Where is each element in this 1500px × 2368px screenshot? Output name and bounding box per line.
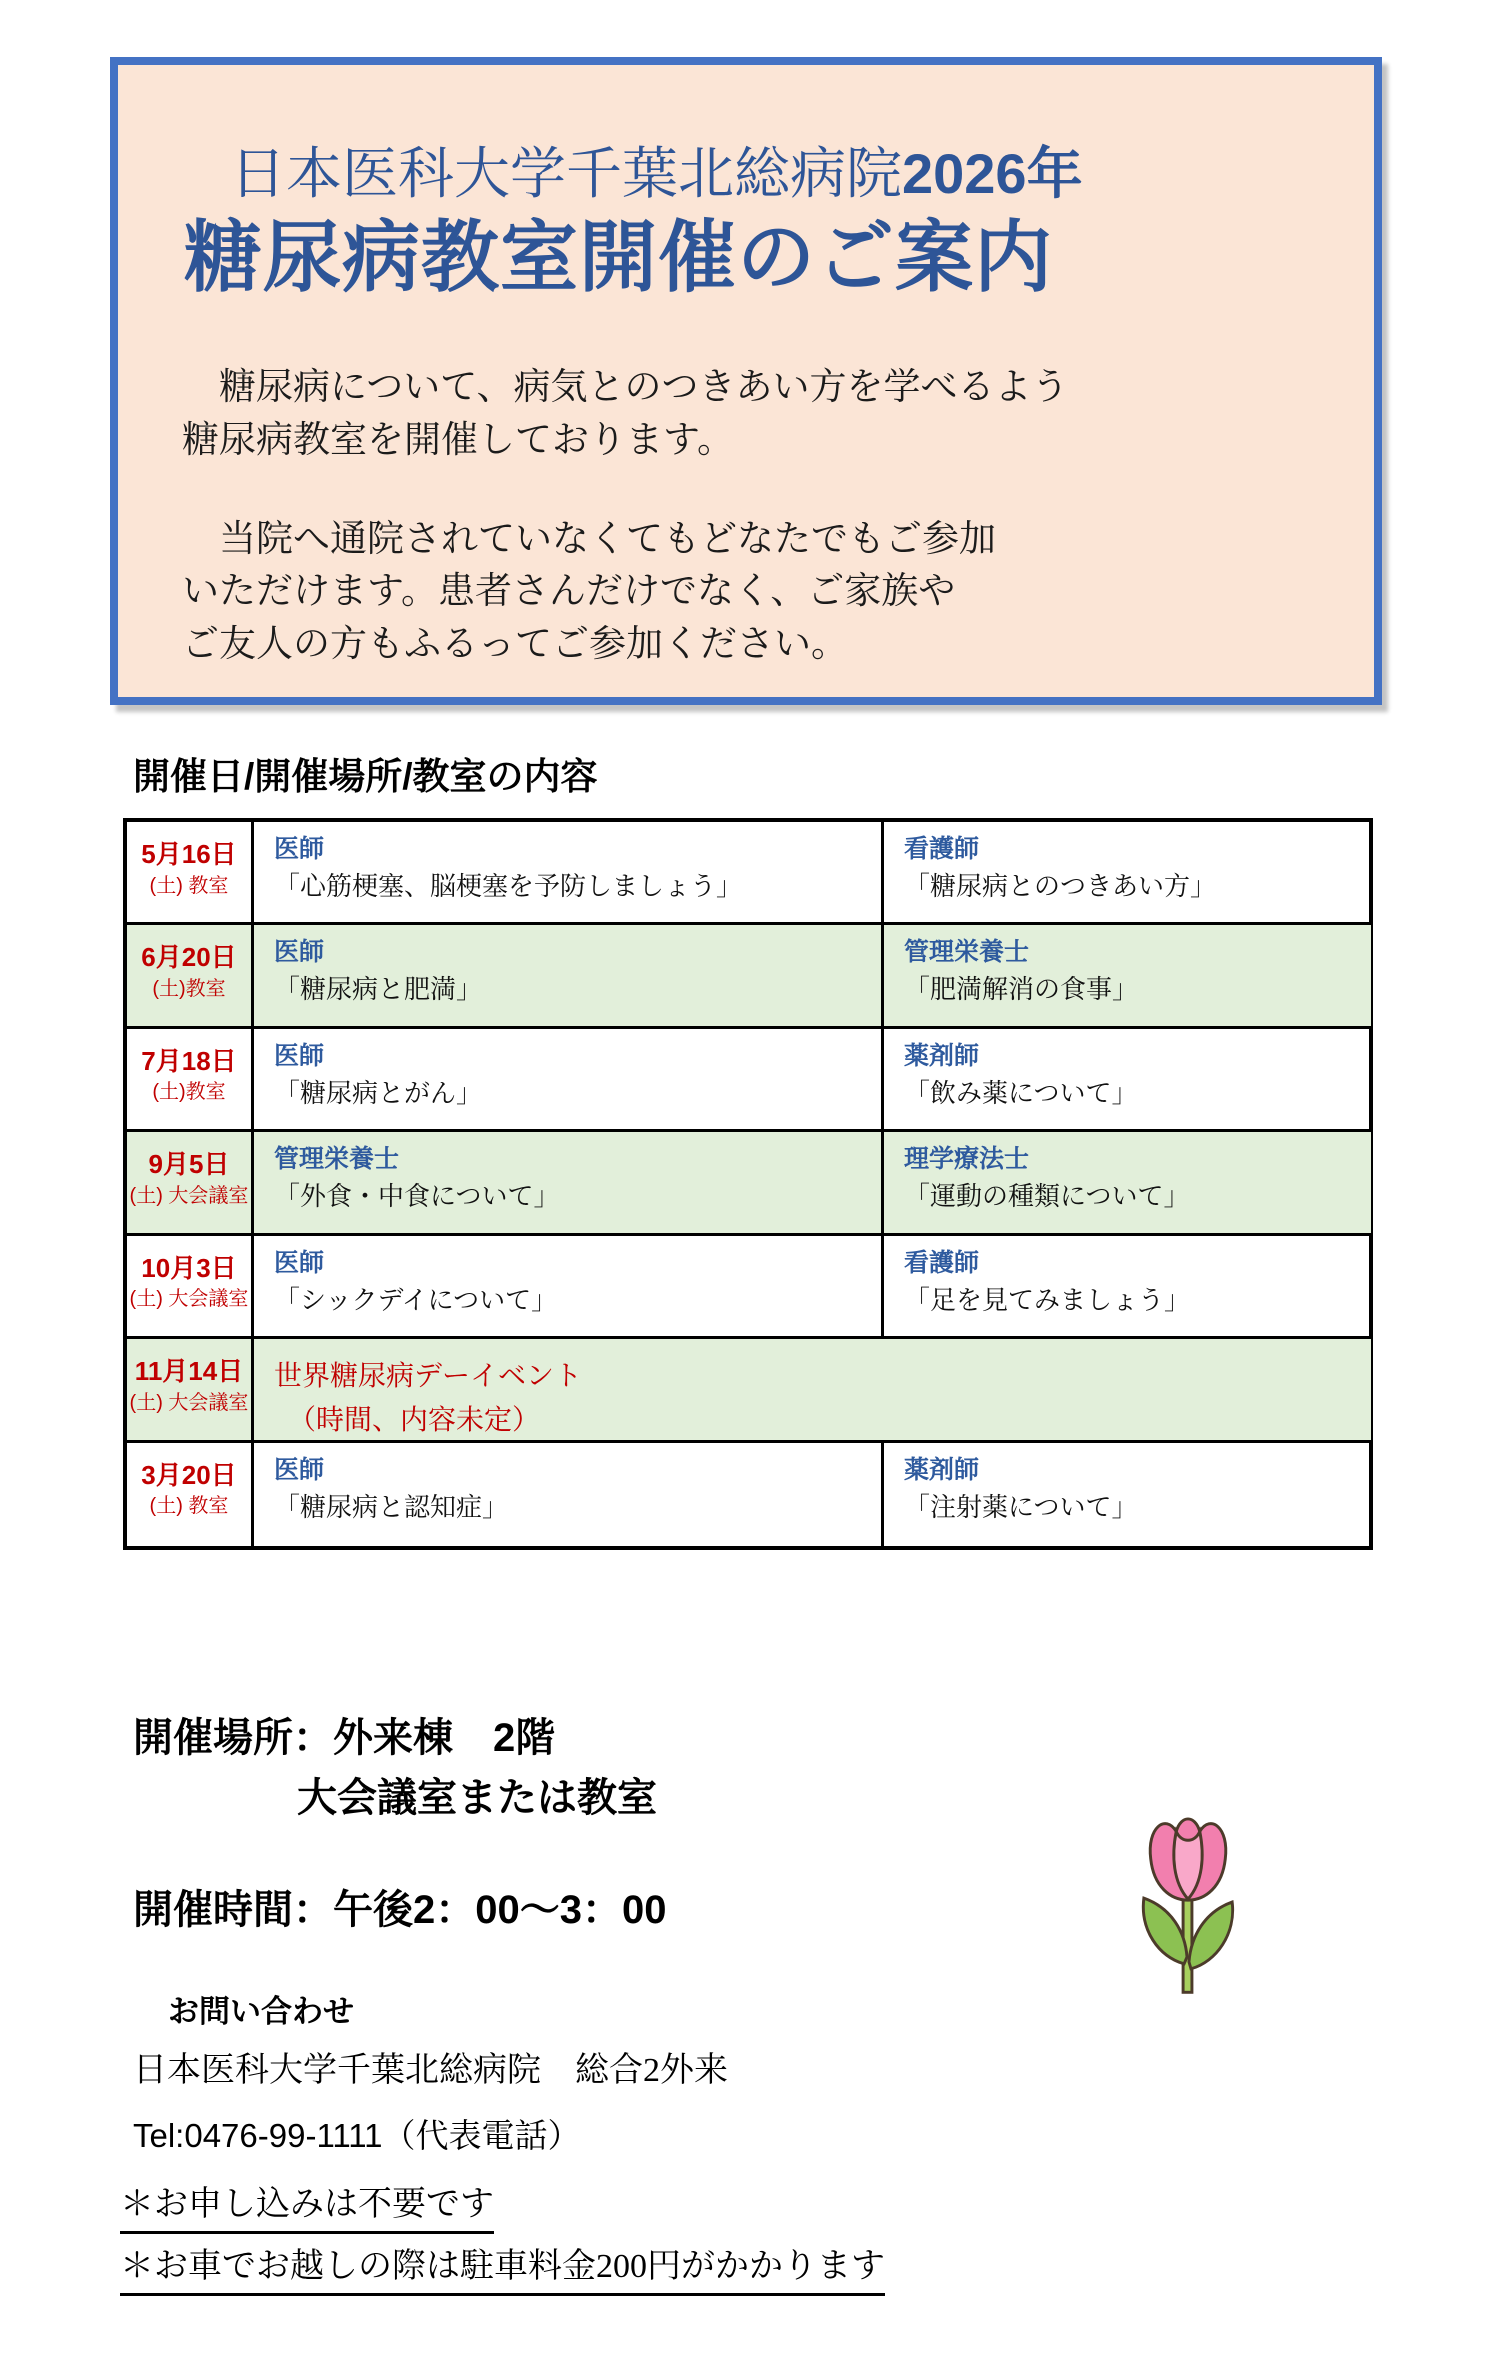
schedule-date-cell [127,925,254,1028]
lecture-title: 「シックデイについて」 [274,1285,558,1315]
presenter-role: 管理栄養士 [274,1145,400,1174]
presenter-role: 看護師 [904,835,980,863]
schedule-topic-cell [884,925,1371,1028]
place-text: (土) 大会議室 [129,1288,249,1311]
presenter-role: 薬剤師 [904,1455,980,1484]
presenter-role: 管理栄養士 [904,938,1030,967]
presenter-role: 医師 [274,1041,325,1070]
page-title-main: 糖尿病教室開催のご案内 [184,212,1054,301]
place-text: (土)教室 [152,1081,226,1104]
time-info: 開催時間：午後2：00～3：00 [133,1888,667,1932]
schedule-date-cell [127,1443,254,1546]
schedule-topic-cell [884,1443,1371,1546]
date-text: 7月18日 [141,1045,237,1076]
page-title-line1 [230,143,1374,207]
lecture-title: 「糖尿病と肥満」 [274,975,483,1005]
date-text: 6月20日 [141,942,237,973]
presenter-role: 薬剤師 [904,1041,980,1070]
date-text: 9月5日 [148,1149,230,1180]
presenter-role: 看護師 [904,1248,980,1277]
schedule-topic-cell [254,1236,884,1339]
date-text: 3月20日 [141,1459,237,1490]
announcement-box [110,57,1382,705]
presenter-role: 医師 [274,1248,325,1277]
venue-info [133,1708,657,1828]
date-text: 10月3日 [141,1252,237,1283]
schedule-topic-cell [884,1132,1371,1235]
schedule-date-cell [127,1029,254,1132]
presenter-role: 医師 [274,938,325,967]
lecture-title: 「心筋梗塞、脳梗塞を予防しましょう」 [274,872,743,901]
presenter-role: 医師 [274,1455,325,1484]
schedule-topic-cell [884,1029,1371,1132]
lecture-title: 「注射薬について」 [904,1492,1138,1522]
schedule-topic-cell [884,822,1371,925]
place-text: (土)教室 [152,977,226,1000]
contact-heading: お問い合わせ [168,1994,354,2029]
lecture-title: 「運動の種類について」 [904,1182,1190,1212]
schedule-date-cell [127,1132,254,1235]
schedule-topic-cell [254,1132,884,1235]
note-no-reservation: ＊お申し込みは不要です [120,2176,494,2234]
schedule-topic-cell [254,925,884,1028]
lecture-title: 「糖尿病と認知症」 [274,1492,509,1522]
world-diabetes-day-event-cell: 世界糖尿病デーイベント （時間、内容未定） [254,1339,1371,1442]
lecture-title: 「外食・中食について」 [274,1182,560,1212]
place-text: (土) 大会議室 [129,1184,249,1207]
schedule-topic-cell [884,1236,1371,1339]
schedule-date-cell [127,822,254,925]
intro-paragraph-1: 糖尿病について、病気とのつきあい方を学べるよう 糖尿病教室を開催しております。 [182,367,1069,462]
date-text: 11月14日 [134,1356,244,1387]
lecture-title: 「肥満解消の食事」 [904,975,1139,1005]
hospital-name: 日本医科大学千葉北総病院 [230,144,902,206]
presenter-role: 医師 [274,835,325,863]
venue-line1: 開催場所：外来棟 2階 [133,1716,556,1760]
lecture-title: 「糖尿病とがん」 [274,1078,483,1108]
lecture-title: 「飲み薬について」 [904,1078,1138,1108]
schedule-date-cell [127,1236,254,1339]
schedule-topic-cell [254,1443,884,1546]
contact-phone: Tel:0476-99-1111（代表電話） [133,2117,581,2154]
intro-paragraph-2: 当院へ通院されていなくてもどなたでもご参加 いただけます。患者さんだけでなく、ご家族や ご友人の方もふるってご参加ください。 [182,518,996,665]
schedule-topic-cell [254,822,884,925]
note-parking-fee: ＊お車でお越しの際は駐車料金200円がかかります [120,2238,885,2296]
tulip-icon [1112,1802,1264,2008]
place-text: (土) 教室 [149,874,229,897]
venue-line2: 大会議室または教室 [297,1776,657,1820]
schedule-table [123,818,1373,1550]
schedule-section-heading: 開催日/開催場所/教室の内容 [133,756,598,797]
presenter-role: 理学療法士 [904,1145,1030,1174]
schedule-date-cell [127,1339,254,1442]
schedule-topic-cell [254,1029,884,1132]
place-text: (土) 教室 [149,1495,229,1518]
title-year: 2026年 [902,142,1083,205]
lecture-title: 「糖尿病とのつきあい方」 [904,872,1217,901]
lecture-title: 「足を見てみましょう」 [904,1285,1191,1315]
place-text: (土) 大会議室 [129,1391,249,1414]
contact-organization: 日本医科大学千葉北総病院 総合2外来 [133,2052,728,2089]
date-text: 5月16日 [141,839,237,869]
